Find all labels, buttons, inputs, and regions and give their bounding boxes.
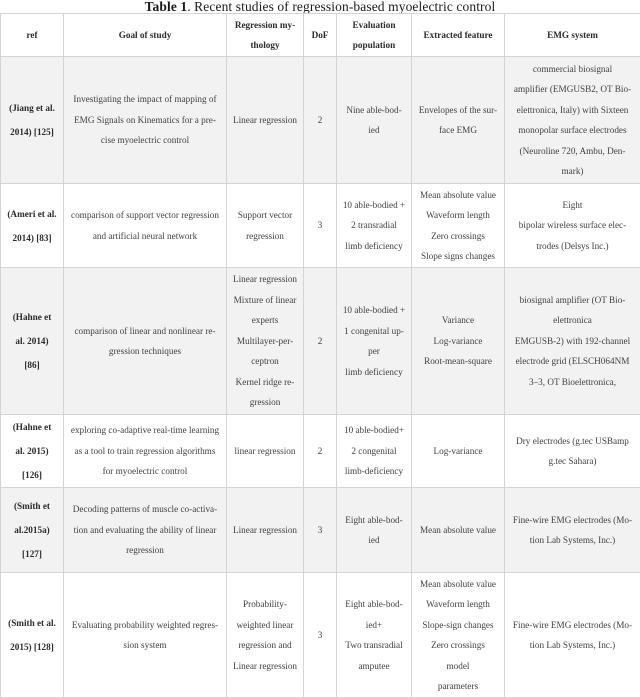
cell-line: 10 able-bodied+	[340, 420, 408, 441]
cell-dof	[304, 488, 337, 573]
cell-population	[337, 415, 412, 488]
cell-line: (Hahne et	[4, 415, 60, 439]
cell-feature	[412, 268, 505, 415]
cell-regression	[227, 268, 304, 415]
cell-line: (Neuroline 720, Ambu, Den-	[508, 141, 637, 162]
cell-line: EMG Signals on Kinematics for a pre-	[67, 110, 223, 131]
cell-line: trodes (Delsys Inc.)	[508, 236, 637, 257]
table-caption-text: . Recent studies of regression-based myoelectric control	[187, 0, 495, 14]
cell-population	[337, 184, 412, 268]
cell-line: Evaluating probability weighted regres-	[67, 615, 223, 636]
cell-line: comparison of support vector regression	[67, 205, 223, 226]
cell-line: Eight	[508, 195, 637, 216]
cell-line: limb-deficiency	[340, 461, 408, 482]
regression-studies-table	[0, 13, 640, 698]
cell-line: (Jiang et al.	[4, 96, 60, 120]
cell-line: Dry electrodes (g.tec USBamp	[508, 431, 637, 452]
cell-line: Mixture of linear	[230, 290, 300, 311]
cell-line: 2	[307, 331, 333, 352]
cell-line: Support vector	[230, 205, 300, 226]
cell-line: tion Lab Systems, Inc.)	[508, 635, 637, 656]
cell-line: electrode grid (ELSCH064NM	[508, 351, 637, 372]
cell-goal	[64, 573, 227, 698]
cell-regression	[227, 57, 304, 184]
cell-line: regression	[230, 226, 300, 247]
cell-line: 2 congenital	[340, 441, 408, 462]
cell-line: al. 2015)	[4, 439, 60, 463]
col-header-ref: ref	[1, 14, 64, 57]
cell-regression	[227, 488, 304, 573]
cell-dof	[304, 268, 337, 415]
cell-line: (Smith et al.	[4, 611, 60, 635]
cell-goal	[64, 415, 227, 488]
cell-line: regression	[67, 540, 223, 561]
cell-goal	[64, 184, 227, 268]
cell-line: tion Lab Systems, Inc.)	[508, 530, 637, 551]
cell-line: amplifier (EMGUSB2, OT Bio-	[508, 79, 637, 100]
cell-emg	[505, 488, 640, 573]
cell-regression	[227, 415, 304, 488]
cell-population	[337, 268, 412, 415]
col-header-evaluation: Evaluation population	[337, 14, 412, 57]
cell-line: Mean absolute value	[415, 185, 501, 206]
cell-line: Nine able-bod-	[340, 100, 408, 121]
cell-line: parameters	[415, 676, 501, 697]
cell-population	[337, 57, 412, 184]
cell-line: exploring co-adaptive real-time learning	[67, 420, 223, 441]
col-header-feature: Extracted feature	[412, 14, 505, 57]
cell-emg	[505, 268, 640, 415]
cell-line: and artificial neural network	[67, 226, 223, 247]
cell-line: Fine-wire EMG electrodes (Mo-	[508, 510, 637, 531]
cell-line: experts	[230, 310, 300, 331]
cell-ref	[1, 488, 64, 573]
cell-line: mark)	[508, 161, 637, 182]
cell-line: Eight able-bod-	[340, 594, 408, 615]
cell-line: face EMG	[415, 120, 501, 141]
cell-feature	[412, 57, 505, 184]
table-row	[1, 415, 640, 488]
cell-emg	[505, 415, 640, 488]
cell-line: Multilayer-per-	[230, 331, 300, 352]
cell-line: Fine-wire EMG electrodes (Mo-	[508, 615, 637, 636]
cell-line: Two transradial	[340, 635, 408, 656]
cell-line: Slope signs changes	[415, 246, 501, 267]
cell-line: [127]	[4, 542, 60, 566]
cell-line: Slope-sign changes	[415, 615, 501, 636]
cell-line: Linear regression	[230, 110, 300, 131]
cell-dof	[304, 184, 337, 268]
cell-line: al. 2014)	[4, 329, 60, 353]
table-row	[1, 57, 640, 184]
cell-line: sion system	[67, 635, 223, 656]
cell-line: g.tec Sahara)	[508, 451, 637, 472]
table-row	[1, 488, 640, 573]
cell-emg	[505, 184, 640, 268]
cell-line: 3	[307, 520, 333, 541]
cell-line: comparison of linear and nonlinear re-	[67, 321, 223, 342]
cell-emg	[505, 573, 640, 698]
cell-line: Kernel ridge re-	[230, 372, 300, 393]
cell-line: Zero crossings	[415, 635, 501, 656]
cell-line: Mean absolute value	[415, 574, 501, 595]
cell-regression	[227, 573, 304, 698]
table-caption	[0, 0, 640, 13]
cell-line: gression techniques	[67, 341, 223, 362]
cell-line: 1 congenital up-	[340, 321, 408, 342]
cell-line: Decoding patterns of muscle co-activa-	[67, 499, 223, 520]
table-row	[1, 573, 640, 698]
cell-line: 3–3, OT Bioelettronica,	[508, 372, 637, 393]
cell-line: bipolar wireless surface elec-	[508, 215, 637, 236]
col-header-dof: DoF	[304, 14, 337, 57]
cell-line: 2014) [125]	[4, 120, 60, 144]
cell-ref	[1, 415, 64, 488]
cell-line: ied+	[340, 615, 408, 636]
cell-line: gression	[230, 392, 300, 413]
cell-line: Variance	[415, 310, 501, 331]
cell-line: elettronica, Italy) with Sixteen	[508, 100, 637, 121]
cell-line: 2 transradial	[340, 215, 408, 236]
cell-line: linear regression	[230, 441, 300, 462]
cell-line: biosignal amplifier (OT Bio-	[508, 290, 637, 311]
header-row	[1, 14, 640, 57]
cell-line: limb deficiency	[340, 362, 408, 383]
table-caption-label: Table 1	[145, 0, 188, 14]
cell-line: as a tool to train regression algorithms	[67, 441, 223, 462]
cell-line: Log-variance	[415, 331, 501, 352]
cell-line: elettronica	[508, 310, 637, 331]
cell-ref	[1, 184, 64, 268]
cell-line: (Hahne et	[4, 305, 60, 329]
cell-line: [126]	[4, 463, 60, 487]
cell-line: weighted linear	[230, 615, 300, 636]
cell-line: Linear regression	[230, 520, 300, 541]
cell-line: 2014) [83]	[4, 226, 60, 250]
cell-line: ceptron	[230, 351, 300, 372]
cell-feature	[412, 488, 505, 573]
cell-line: cise myoelectric control	[67, 130, 223, 151]
cell-line: 3	[307, 625, 333, 646]
cell-feature	[412, 415, 505, 488]
cell-line: (Smith et	[4, 494, 60, 518]
cell-line: model	[415, 656, 501, 677]
col-header-emg: EMG system	[505, 14, 640, 57]
cell-line: commercial biosignal	[508, 59, 637, 80]
cell-line: al.2015a)	[4, 518, 60, 542]
cell-line: 2015) [128]	[4, 635, 60, 659]
cell-line: per	[340, 341, 408, 362]
cell-line: amputee	[340, 656, 408, 677]
cell-line: Waveform length	[415, 594, 501, 615]
table-row	[1, 184, 640, 268]
cell-line: Root-mean-square	[415, 351, 501, 372]
cell-emg	[505, 57, 640, 184]
cell-line: Linear regression	[230, 269, 300, 290]
cell-goal	[64, 268, 227, 415]
cell-line: Probability-	[230, 594, 300, 615]
cell-line: EMGUSB-2) with 192-channel	[508, 331, 637, 352]
cell-line: Waveform length	[415, 205, 501, 226]
cell-population	[337, 573, 412, 698]
cell-line: Mean absolute value	[415, 520, 501, 541]
cell-line: Zero crossings	[415, 226, 501, 247]
cell-line: [86]	[4, 353, 60, 377]
cell-ref	[1, 57, 64, 184]
cell-regression	[227, 184, 304, 268]
cell-line: ied	[340, 530, 408, 551]
cell-line: regression and	[230, 635, 300, 656]
cell-line: 10 able-bodied +	[340, 195, 408, 216]
cell-goal	[64, 57, 227, 184]
cell-feature	[412, 184, 505, 268]
cell-line: monopolar surface electrodes	[508, 120, 637, 141]
cell-goal	[64, 488, 227, 573]
col-header-regression: Regression my- thology	[227, 14, 304, 57]
cell-line: Envelopes of the sur-	[415, 100, 501, 121]
cell-line: tion and evaluating the ability of linear	[67, 520, 223, 541]
cell-line: 2	[307, 110, 333, 131]
cell-dof	[304, 415, 337, 488]
cell-dof	[304, 57, 337, 184]
cell-line: 3	[307, 215, 333, 236]
cell-population	[337, 488, 412, 573]
cell-line: Eight able-bod-	[340, 510, 408, 531]
cell-line: 10 able-bodied +	[340, 300, 408, 321]
cell-line: 2	[307, 441, 333, 462]
cell-line: Log-variance	[415, 441, 501, 462]
col-header-goal: Goal of study	[64, 14, 227, 57]
cell-feature	[412, 573, 505, 698]
cell-ref	[1, 573, 64, 698]
cell-line: ied	[340, 120, 408, 141]
cell-line: Linear regression	[230, 656, 300, 677]
table-row	[1, 268, 640, 415]
cell-line: Investigating the impact of mapping of	[67, 89, 223, 110]
cell-line: for myoelectric control	[67, 461, 223, 482]
cell-line: limb deficiency	[340, 236, 408, 257]
cell-ref	[1, 268, 64, 415]
cell-line: (Ameri et al.	[4, 202, 60, 226]
cell-dof	[304, 573, 337, 698]
